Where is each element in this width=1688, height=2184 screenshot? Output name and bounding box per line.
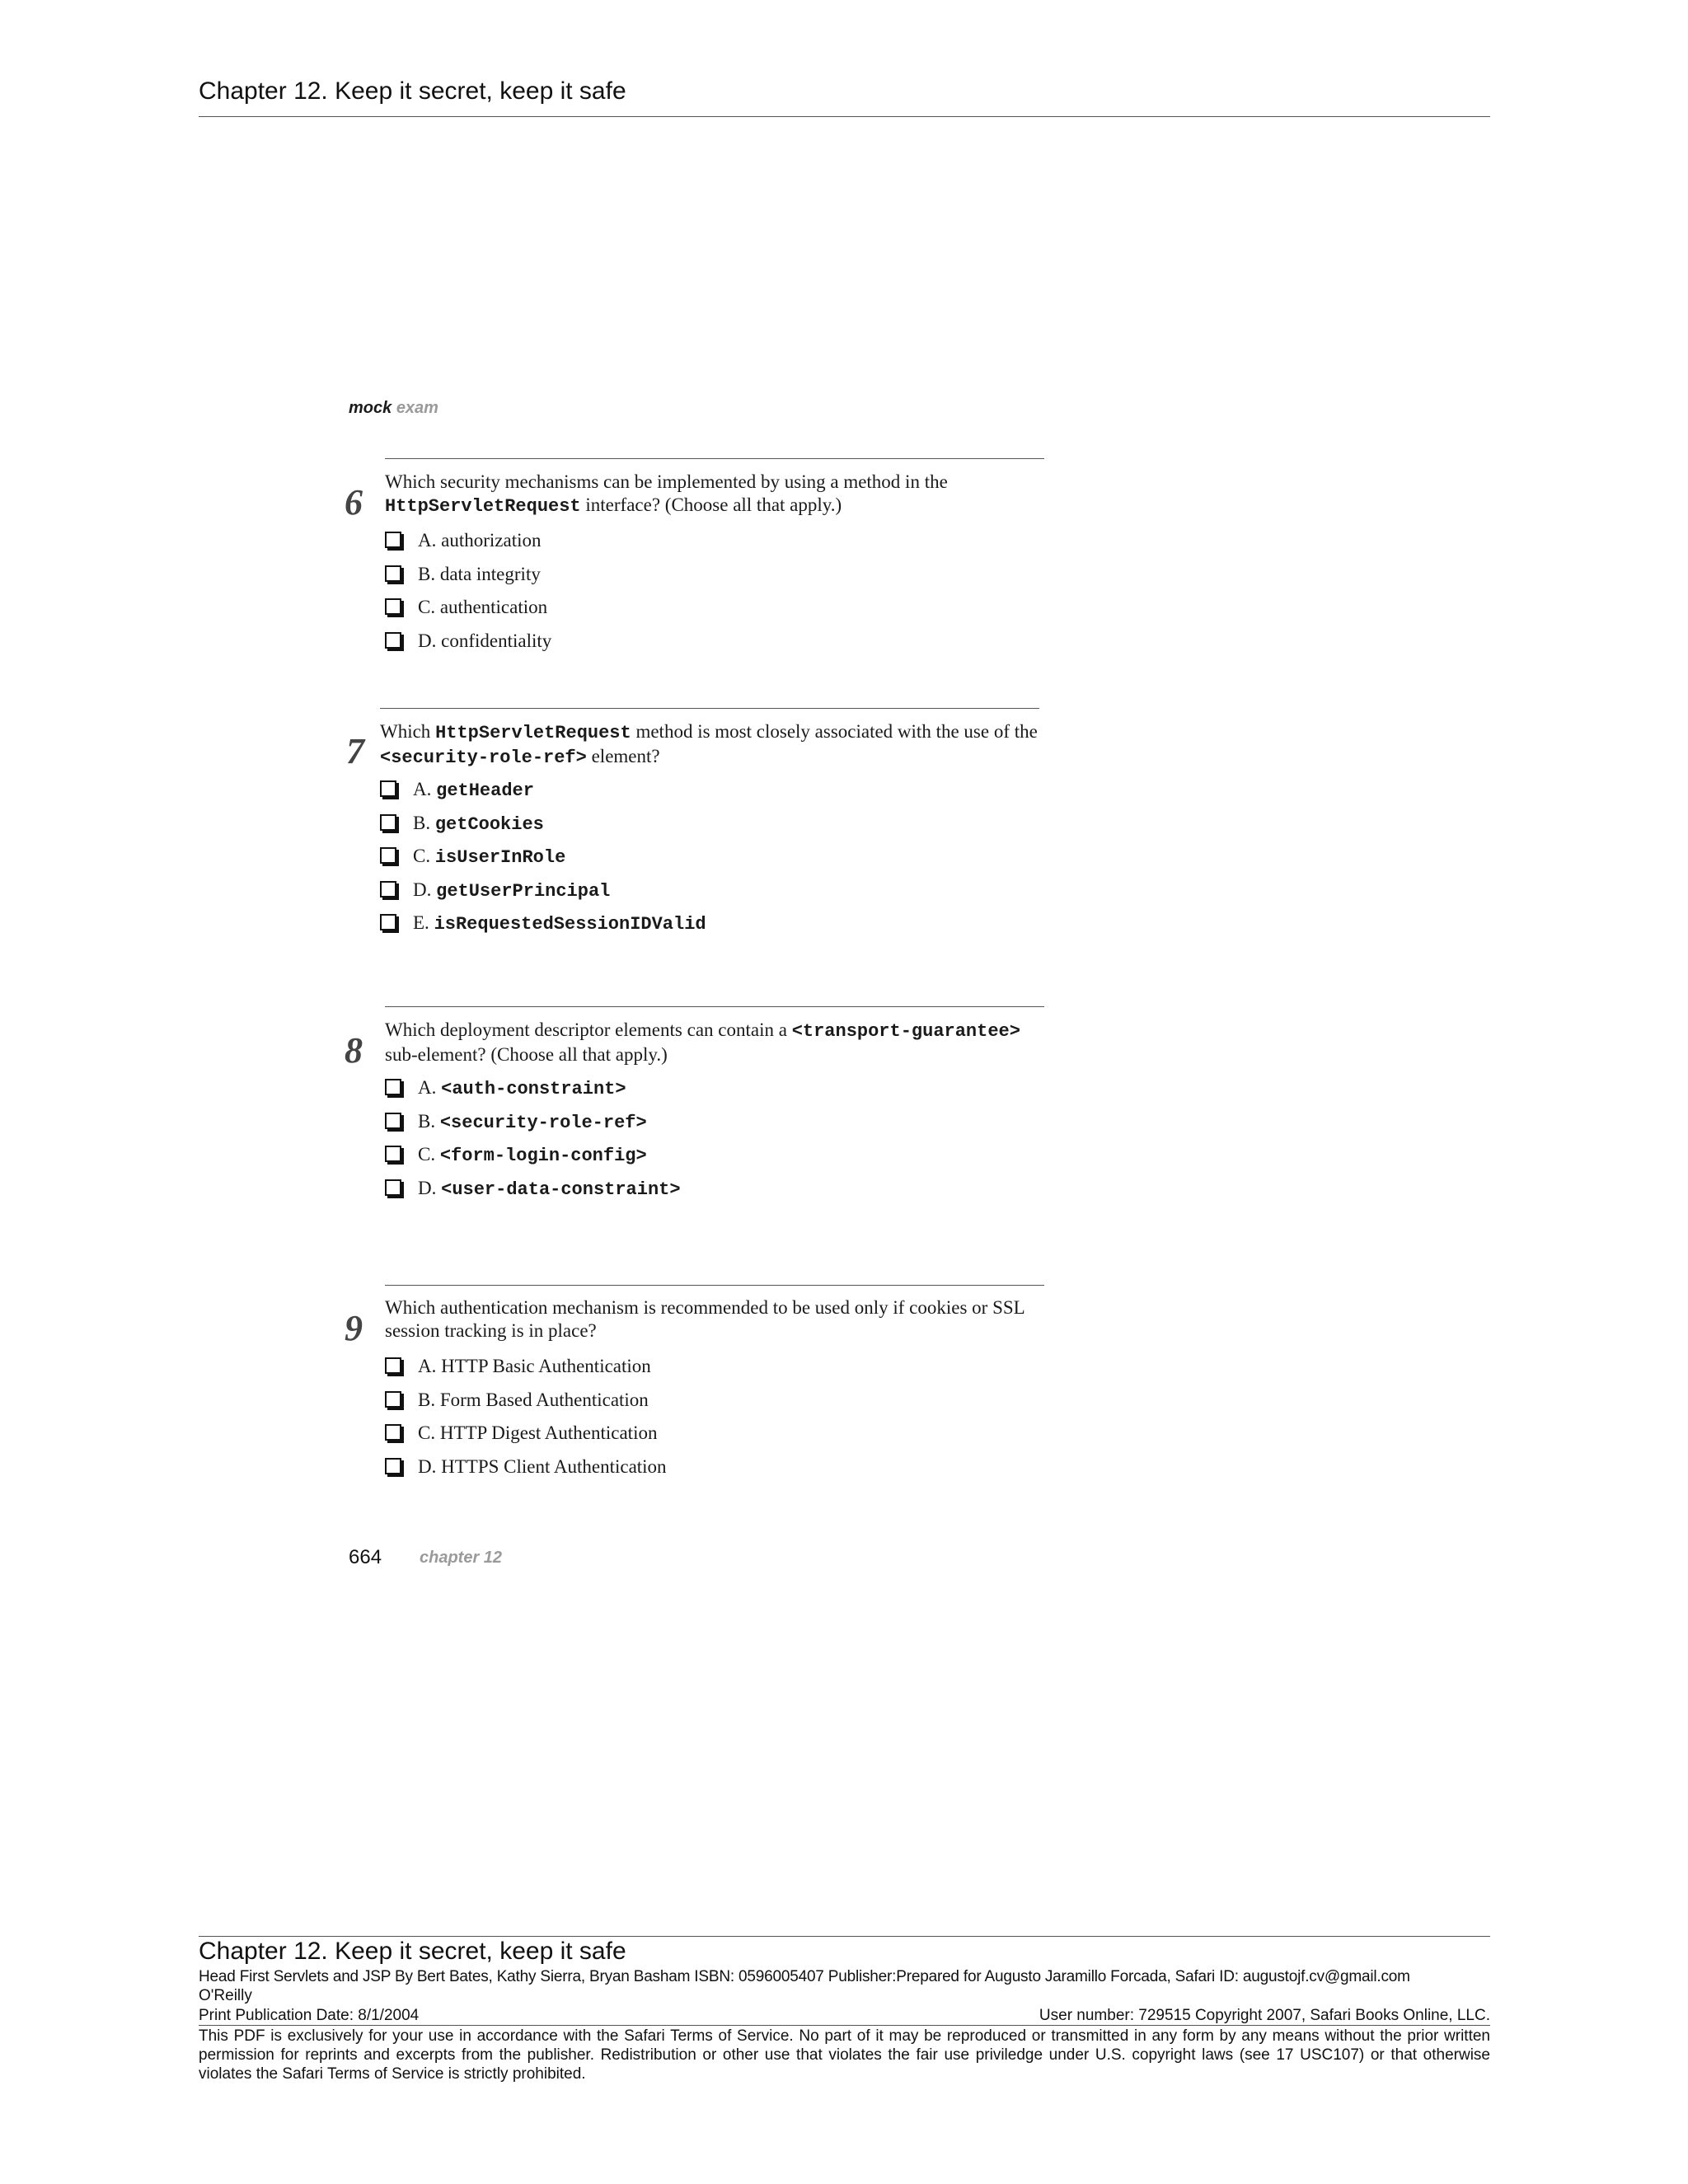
option-letter: E.: [413, 912, 429, 933]
answer-option[interactable]: [385, 1355, 651, 1378]
checkbox-icon[interactable]: [385, 598, 401, 615]
option-text: Form Based Authentication: [439, 1389, 649, 1410]
checkbox-icon[interactable]: [385, 565, 401, 582]
option-letter: A.: [418, 530, 437, 551]
option-text: confidentiality: [441, 630, 552, 651]
checkbox-icon[interactable]: [380, 914, 396, 930]
footer-legal-notice: This PDF is exclusively for your use in accordance with the Safari Terms of Service. No part of it may be reproduced or transmitted in any form by any means without the prior written permission for reprints and excerpts from the publisher. Redistribution or other use that violates the fair use priviledge under U.S. copyright laws (see 17 USC107) or that otherwise violates the Safari Terms of Service is strictly prohibited.: [199, 2027, 1490, 2083]
answer-option[interactable]: [385, 1076, 626, 1099]
option-letter: C.: [413, 846, 431, 866]
footer-chapter-title: Chapter 12. Keep it secret, keep it safe: [199, 1938, 626, 1965]
answer-option[interactable]: [385, 1455, 667, 1479]
answer-option[interactable]: [385, 1143, 647, 1166]
checkbox-icon[interactable]: [380, 881, 396, 898]
question-text: [385, 1296, 1053, 1343]
checkbox-icon[interactable]: [385, 1146, 401, 1162]
option-text: <auth-constraint>: [441, 1079, 626, 1099]
option-letter: C.: [418, 1144, 436, 1165]
answer-option[interactable]: [385, 1110, 647, 1133]
option-text: getCookies: [434, 813, 544, 835]
footer-rule-top: [199, 1936, 1490, 1937]
option-text: isRequestedSessionIDValid: [434, 914, 706, 935]
question-code: <transport-guarantee>: [791, 1021, 1020, 1042]
answer-option[interactable]: [380, 812, 544, 835]
option-text: <security-role-ref>: [439, 1112, 647, 1133]
answer-option[interactable]: [385, 1177, 681, 1200]
checkbox-icon[interactable]: [385, 632, 401, 649]
section-label: [349, 399, 438, 418]
footer-publisher: O'Reilly: [199, 1987, 252, 2004]
footer-rule-bottom: [199, 2025, 1490, 2026]
answer-option[interactable]: [380, 912, 706, 935]
checkbox-icon[interactable]: [380, 847, 396, 864]
section-label-bold: mock: [349, 399, 392, 417]
option-text: authorization: [441, 530, 542, 551]
option-letter: A.: [413, 779, 432, 799]
page-number: 664: [349, 1546, 382, 1568]
option-letter: B.: [418, 563, 436, 584]
option-text: getUserPrincipal: [436, 880, 611, 902]
question-text-part: element?: [586, 746, 660, 766]
answer-option[interactable]: [385, 596, 547, 619]
option-text: HTTP Basic Authentication: [441, 1356, 651, 1376]
question-text-part: Which deployment descriptor elements can contain a: [385, 1019, 792, 1040]
question-number: 7: [346, 731, 364, 771]
checkbox-icon[interactable]: [380, 780, 396, 797]
answer-option[interactable]: [380, 778, 534, 801]
checkbox-icon[interactable]: [385, 532, 401, 548]
footer-book-info: Head First Servlets and JSP By Bert Bates, Kathy Sierra, Bryan Basham ISBN: 0596005407 Publisher:Prepared for Augusto Jaramillo Forcada, Safari ID: augustojf.cv@gmail.com: [199, 1968, 1410, 1985]
checkbox-icon[interactable]: [385, 1424, 401, 1441]
option-text: data integrity: [439, 563, 541, 584]
checkbox-icon[interactable]: [385, 1391, 401, 1408]
chapter-header-title: Chapter 12. Keep it secret, keep it safe: [199, 77, 626, 105]
question-text-part: method is most closely associated with the use of the: [631, 721, 1038, 742]
answer-option[interactable]: [385, 1389, 649, 1412]
question-number: 8: [345, 1030, 363, 1071]
checkbox-icon[interactable]: [385, 1458, 401, 1474]
option-text: <user-data-constraint>: [441, 1179, 681, 1200]
checkbox-icon[interactable]: [385, 1079, 401, 1095]
section-label-gray: exam: [396, 399, 438, 417]
option-letter: B.: [413, 812, 431, 833]
question-code: <security-role-ref>: [380, 748, 587, 768]
question-text: [385, 1019, 1053, 1066]
answer-option[interactable]: [385, 529, 541, 552]
checkbox-icon[interactable]: [385, 1179, 401, 1196]
option-letter: B.: [418, 1389, 436, 1410]
question-text: [385, 471, 1053, 518]
question-rule: [380, 708, 1039, 709]
question-rule: [385, 1285, 1044, 1286]
question-text-part: Which security mechanisms can be implemented by using a method in the: [385, 471, 948, 492]
question-rule: [385, 1006, 1044, 1007]
footer-print-date: Print Publication Date: 8/1/2004: [199, 2007, 420, 2024]
checkbox-icon[interactable]: [380, 814, 396, 831]
question-code: HttpServletRequest: [435, 723, 631, 743]
question-rule: [385, 458, 1044, 459]
checkbox-icon[interactable]: [385, 1357, 401, 1374]
question-text-part: Which: [380, 721, 436, 742]
chapter-label: chapter 12: [420, 1549, 503, 1567]
answer-option[interactable]: [385, 630, 551, 653]
option-text: getHeader: [436, 780, 534, 801]
option-letter: A.: [418, 1356, 437, 1376]
option-letter: B.: [418, 1110, 436, 1132]
answer-option[interactable]: [385, 563, 541, 586]
option-letter: D.: [418, 630, 437, 651]
answer-option[interactable]: [385, 1422, 657, 1445]
question-text-part: interface? (Choose all that apply.): [580, 494, 842, 515]
option-letter: C.: [418, 597, 436, 617]
option-letter: C.: [418, 1422, 436, 1443]
option-letter: D.: [413, 879, 432, 900]
option-letter: D.: [418, 1455, 437, 1477]
option-letter: D.: [418, 1177, 437, 1198]
question-number: 6: [345, 482, 363, 523]
header-rule: [199, 116, 1490, 117]
question-text-part: Which authentication mechanism is recommended to be used only if cookies or SSL session tracking is in place?: [385, 1297, 1025, 1341]
answer-option[interactable]: [380, 845, 565, 868]
option-text: isUserInRole: [434, 847, 566, 868]
answer-option[interactable]: [380, 879, 610, 902]
option-text: <form-login-config>: [439, 1146, 647, 1166]
question-text-part: sub-element? (Choose all that apply.): [385, 1044, 668, 1065]
question-number: 9: [345, 1308, 363, 1348]
option-text: authentication: [439, 597, 548, 617]
question-code: HttpServletRequest: [385, 496, 581, 517]
footer-user-info: User number: 729515 Copyright 2007, Safari Books Online, LLC.: [1039, 2007, 1490, 2024]
option-text: HTTPS Client Authentication: [441, 1455, 667, 1477]
question-text: [380, 720, 1048, 770]
checkbox-icon[interactable]: [385, 1113, 401, 1129]
option-text: HTTP Digest Authentication: [439, 1422, 658, 1443]
option-letter: A.: [418, 1077, 437, 1098]
